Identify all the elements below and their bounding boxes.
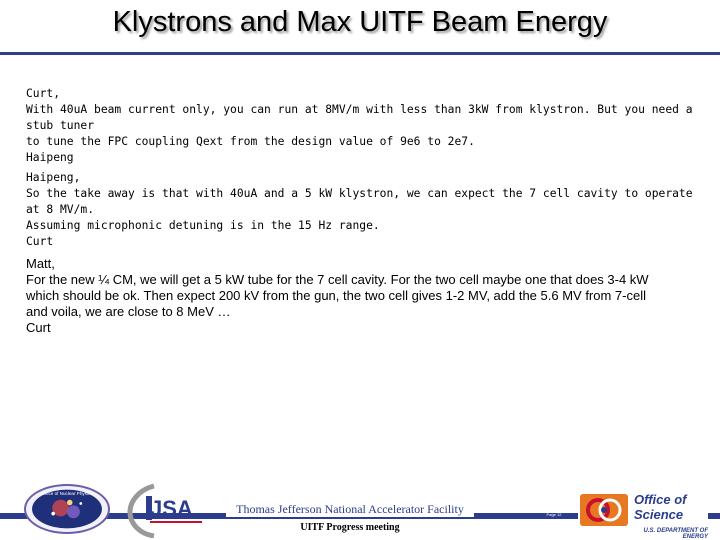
slide-title: Klystrons and Max UITF Beam Energy	[112, 6, 608, 38]
office-of-science-logo	[578, 490, 708, 540]
message-block-1: Curt, With 40uA beam current only, you can run at 8MV/m with less than 3kW from klystron. But you need a stub tuner to tune the FPC coupling Qext from the design value of 9e6 to 2e7. Haipeng	[26, 87, 693, 164]
doe-label: U.S. DEPARTMENT OF ENERGY	[643, 528, 708, 540]
facility-name: Thomas Jefferson National Accelerator Facility	[226, 502, 474, 517]
office-of-science-icon	[578, 492, 630, 528]
jsa-logo	[124, 482, 206, 538]
svg-text:JSA: JSA	[150, 496, 193, 521]
message-block-3: Matt, For the new ¼ CM, we will get a 5 kW tube for the 7 cell cavity. For the two cell maybe one that does 3-4 kW which should be ok. Then expect 200 kV from the gun, the two cell gives 1-2 MV, add the 5.6 MV from 7-cell and voila, we are close to 8 MeV … Curt	[26, 256, 649, 335]
office-of-nuclear-physics-seal	[24, 484, 110, 534]
meeting-name: UITF Progress meeting	[300, 522, 400, 533]
science-label: Science	[634, 507, 684, 522]
title-divider	[0, 52, 720, 55]
office-of-label: Office of	[634, 492, 687, 507]
svg-text:Office of Nuclear Physics: Office of Nuclear Physics	[41, 491, 93, 497]
message-block-2: Haipeng, So the take away is that with 40uA and a 5 kW klystron, we can expect the 7 cell cavity to operate at 8 MV/m. Assuming microphonic detuning is in the 15 Hz range. Curt	[26, 171, 693, 248]
page-number: Page 12	[546, 512, 562, 517]
